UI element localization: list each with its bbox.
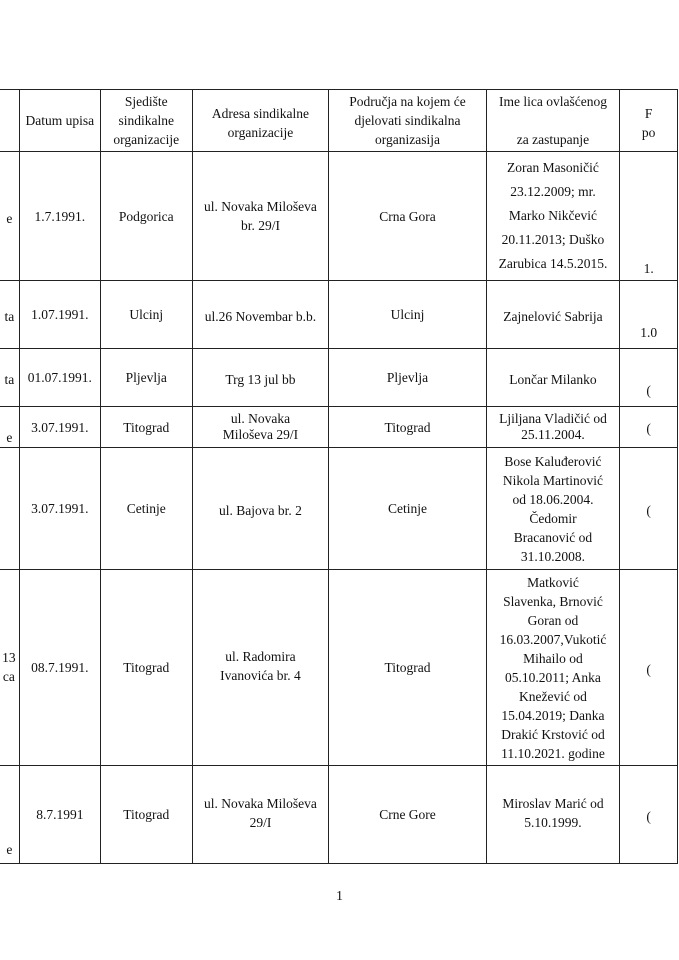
cut-left-cell: ta [0,281,19,349]
adresa-cell: Trg 13 jul bb [192,349,329,407]
table-row [0,152,678,281]
cut-left-cell: e [0,766,19,864]
table-row [0,349,678,407]
datum-cell: 08.7.1991. [19,570,100,766]
datum-cell: 3.07.1991. [19,407,100,448]
sjediste-cell: Ulcinj [100,281,192,349]
cut-right-cell: ( [620,448,678,570]
sjediste-cell: Titograd [100,570,192,766]
cut-left-cell: 13 ca [0,570,19,766]
cut-left-cell: e [0,152,19,281]
podrucje-cell: Titograd [329,407,486,448]
table-row [0,766,678,864]
sjediste-cell: Cetinje [100,448,192,570]
cut-right-cell: ( [620,766,678,864]
podrucje-cell: Crne Gore [329,766,486,864]
header-podrucja: Područja na kojem će djelovati sindikalna organizasija [329,90,486,152]
header-ime: Ime lica ovlašćenog za zastupanje [486,90,620,152]
ime-cell: Bose Kaluđerović Nikola Martinović od 18.06.2004. Čedomir Bracanović od 31.10.2008. [486,448,620,570]
adresa-cell: ul. Novaka Miloševa br. 29/I [192,152,329,281]
table-row [0,407,678,448]
table-row [0,281,678,349]
cut-left-cell: ta [0,349,19,407]
podrucje-cell: Crna Gora [329,152,486,281]
cut-left-cell: e [0,407,19,448]
adresa-cell: ul. Bajova br. 2 [192,448,329,570]
podrucje-cell: Cetinje [329,448,486,570]
table-row [0,448,678,570]
sjediste-cell: Titograd [100,766,192,864]
registry-table [0,89,678,864]
ime-cell: Zoran Masoničić 23.12.2009; mr. Marko Nikčević 20.11.2013; Duško Zarubica 14.5.2015. [486,152,620,281]
adresa-cell: ul. Novaka Miloševa 29/I [192,766,329,864]
ime-cell: Zajnelović Sabrija [486,281,620,349]
datum-cell: 1.7.1991. [19,152,100,281]
ime-cell: Lončar Milanko [486,349,620,407]
podrucje-cell: Pljevlja [329,349,486,407]
header-datum: Datum upisa [19,90,100,152]
cut-left-cell [0,448,19,570]
adresa-cell: ul. Novaka Miloševa 29/I [192,407,329,448]
header-row [0,90,678,152]
ime-cell: Miroslav Marić od 5.10.1999. [486,766,620,864]
cut-right-cell: ( [620,407,678,448]
cut-right-cell: 1. [620,152,678,281]
header-adresa: Adresa sindikalne organizacije [192,90,329,152]
adresa-cell: ul. Radomira Ivanovića br. 4 [192,570,329,766]
sjediste-cell: Titograd [100,407,192,448]
adresa-cell: ul.26 Novembar b.b. [192,281,329,349]
header-sjediste: Sjedište sindikalne organizacije [100,90,192,152]
header-cut-right: F po [620,90,678,152]
datum-cell: 01.07.1991. [19,349,100,407]
cut-right-cell: ( [620,570,678,766]
sjediste-cell: Podgorica [100,152,192,281]
podrucje-cell: Titograd [329,570,486,766]
cut-right-cell: ( [620,349,678,407]
datum-cell: 3.07.1991. [19,448,100,570]
ime-cell: Ljiljana Vladičić od 25.11.2004. [486,407,620,448]
datum-cell: 8.7.1991 [19,766,100,864]
podrucje-cell: Ulcinj [329,281,486,349]
ime-cell: Matković Slavenka, Brnović Goran od 16.03.2007,Vukotić Mihailo od 05.10.2011; Anka Knežević od 15.04.2019; Danka Drakić Krstović od 11.10.2021. godine [486,570,620,766]
sjediste-cell: Pljevlja [100,349,192,407]
cut-right-cell: 1.0 [620,281,678,349]
header-cut-left [0,90,19,152]
datum-cell: 1.07.1991. [19,281,100,349]
page-number: 1 [336,889,343,904]
table-row [0,570,678,766]
